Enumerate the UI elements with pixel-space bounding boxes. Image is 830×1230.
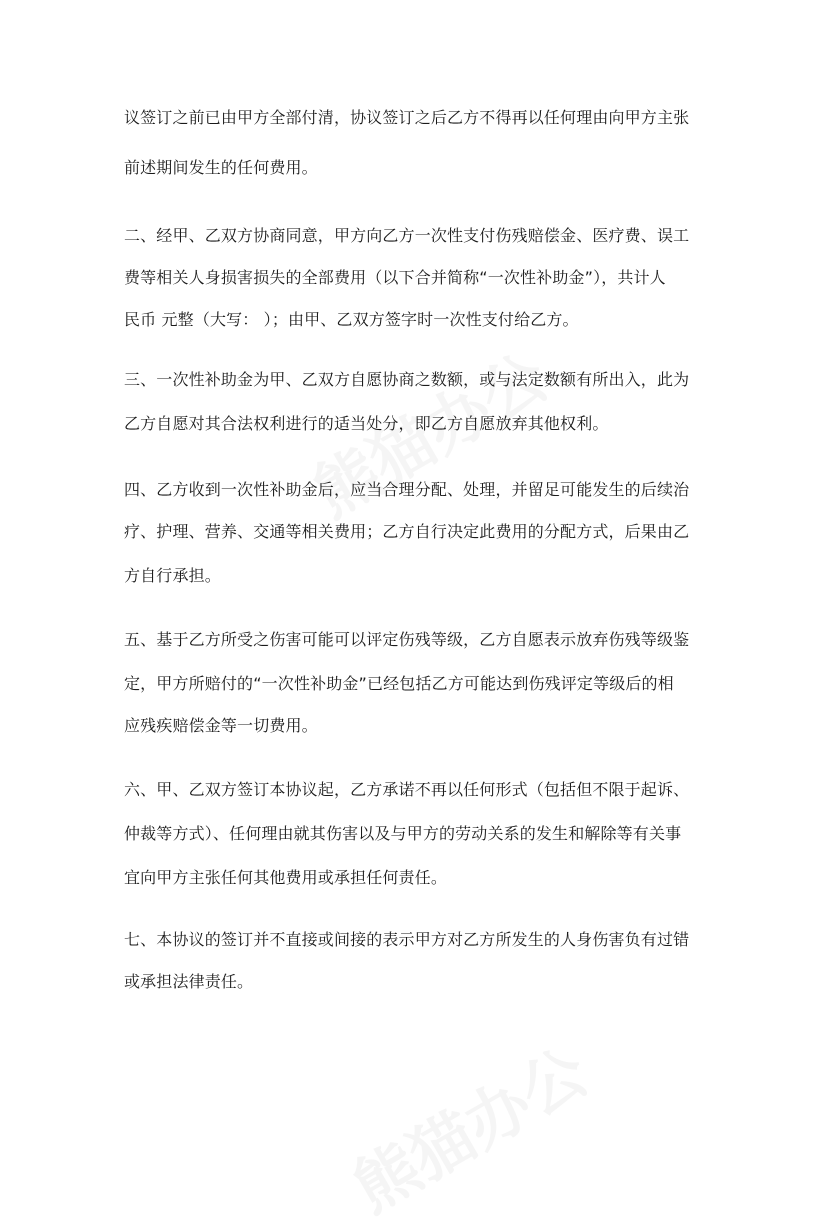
text-line: 宜向甲方主张任何其他费用或承担任何责任。 (124, 868, 448, 887)
text-line: 疗、护理、营养、交通等相关费用；乙方自行决定此费用的分配方式，后果由乙 (124, 522, 690, 541)
text-line: 或承担法律责任。 (124, 972, 254, 991)
text-line: 四、乙方收到一次性补助金后，应当合理分配、处理，并留足可能发生的后续治 (124, 480, 690, 499)
text-line: 五、基于乙方所受之伤害可能可以评定伤残等级，乙方自愿表示放弃伤残等级鉴 (124, 630, 690, 649)
text-line: 议签订之前已由甲方全部付清，协议签订之后乙方不得再以任何理由向甲方主张 (124, 108, 690, 127)
text-line: 应残疾赔偿金等一切费用。 (124, 716, 318, 735)
text-line: 前述期间发生的任何费用。 (124, 158, 318, 177)
watermark (334, 1022, 602, 1230)
text-line: 三、一次性补助金为甲、乙双方自愿协商之数额，或与法定数额有所出入，此为 (124, 370, 690, 389)
text-line: 定，甲方所赔付的“一次性补助金”已经包括乙方可能达到伤残评定等级后的相 (124, 674, 674, 693)
text-line: 方自行承担。 (124, 566, 221, 585)
text-line: 二、经甲、乙双方协商同意，甲方向乙方一次性支付伤残赔偿金、医疗费、误工 (124, 226, 690, 245)
text-line: 仲裁等方式）、任何理由就其伤害以及与甲方的劳动关系的发生和解除等有关事 (124, 824, 682, 843)
text-line: 费等相关人身损害损失的全部费用（以下合并简称“一次性补助金”），共计人 (124, 268, 666, 287)
text-line: 乙方自愿对其合法权利进行的适当处分，即乙方自愿放弃其他权利。 (124, 414, 609, 433)
text-line: 七、本协议的签订并不直接或间接的表示甲方对乙方所发生的人身伤害负有过错 (124, 930, 690, 949)
text-line: 六、甲、乙双方签订本协议起，乙方承诺不再以任何形式（包括但不限于起诉、 (124, 780, 690, 799)
text-line: 民币 元整（大写： ）；由甲、乙双方签字时一次性支付给乙方。 (124, 310, 579, 329)
